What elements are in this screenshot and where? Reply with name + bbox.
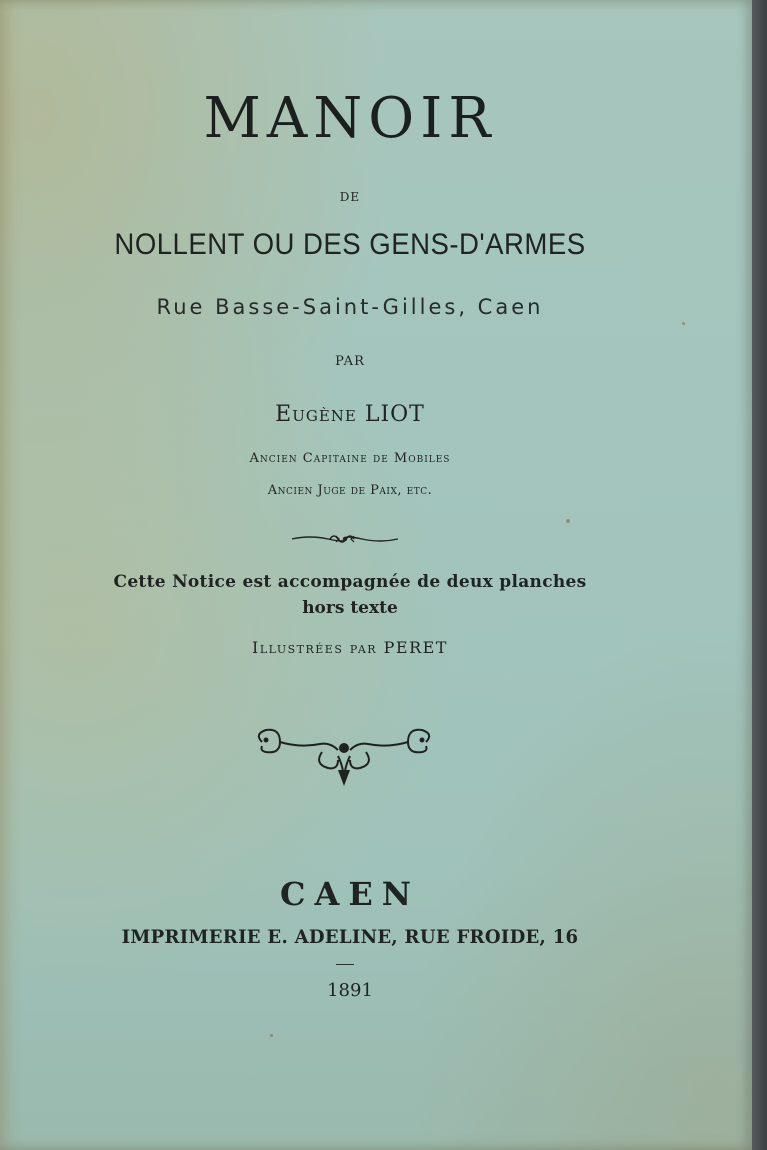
notice-line-2: hors texte — [302, 598, 398, 618]
cover-subtitle: NOLLENT OU DES GENS-D'ARMES — [114, 228, 586, 261]
imprint-city: CAEN — [280, 875, 420, 913]
foxing-spot — [682, 322, 685, 325]
imprint-divider — [336, 964, 354, 965]
cover-title: MANOIR — [203, 86, 497, 151]
foxing-spot — [270, 1034, 273, 1037]
cover-par: PAR — [335, 354, 365, 369]
author-role-2: Ancien Juge de Paix, etc. — [267, 483, 433, 498]
imprint-year: 1891 — [327, 980, 373, 1001]
notice-line-1: Cette Notice est accompagnée de deux planches — [113, 572, 587, 592]
small-fleuron-ornament-icon — [290, 531, 400, 547]
imprint-printer: IMPRIMERIE E. ADELINE, RUE FROIDE, 16 — [121, 926, 579, 948]
foxing-spot — [566, 519, 570, 523]
cover-street: Rue Basse-Saint-Gilles, Caen — [156, 295, 544, 319]
illustrated-by: Illustrées par PERET — [252, 638, 448, 657]
scroll-fleuron-ornament-icon — [252, 726, 436, 792]
cover-de: DE — [339, 190, 361, 204]
author-name: Eugène LIOT — [275, 402, 425, 427]
author-role-1: Ancien Capitaine de Mobiles — [249, 451, 451, 466]
